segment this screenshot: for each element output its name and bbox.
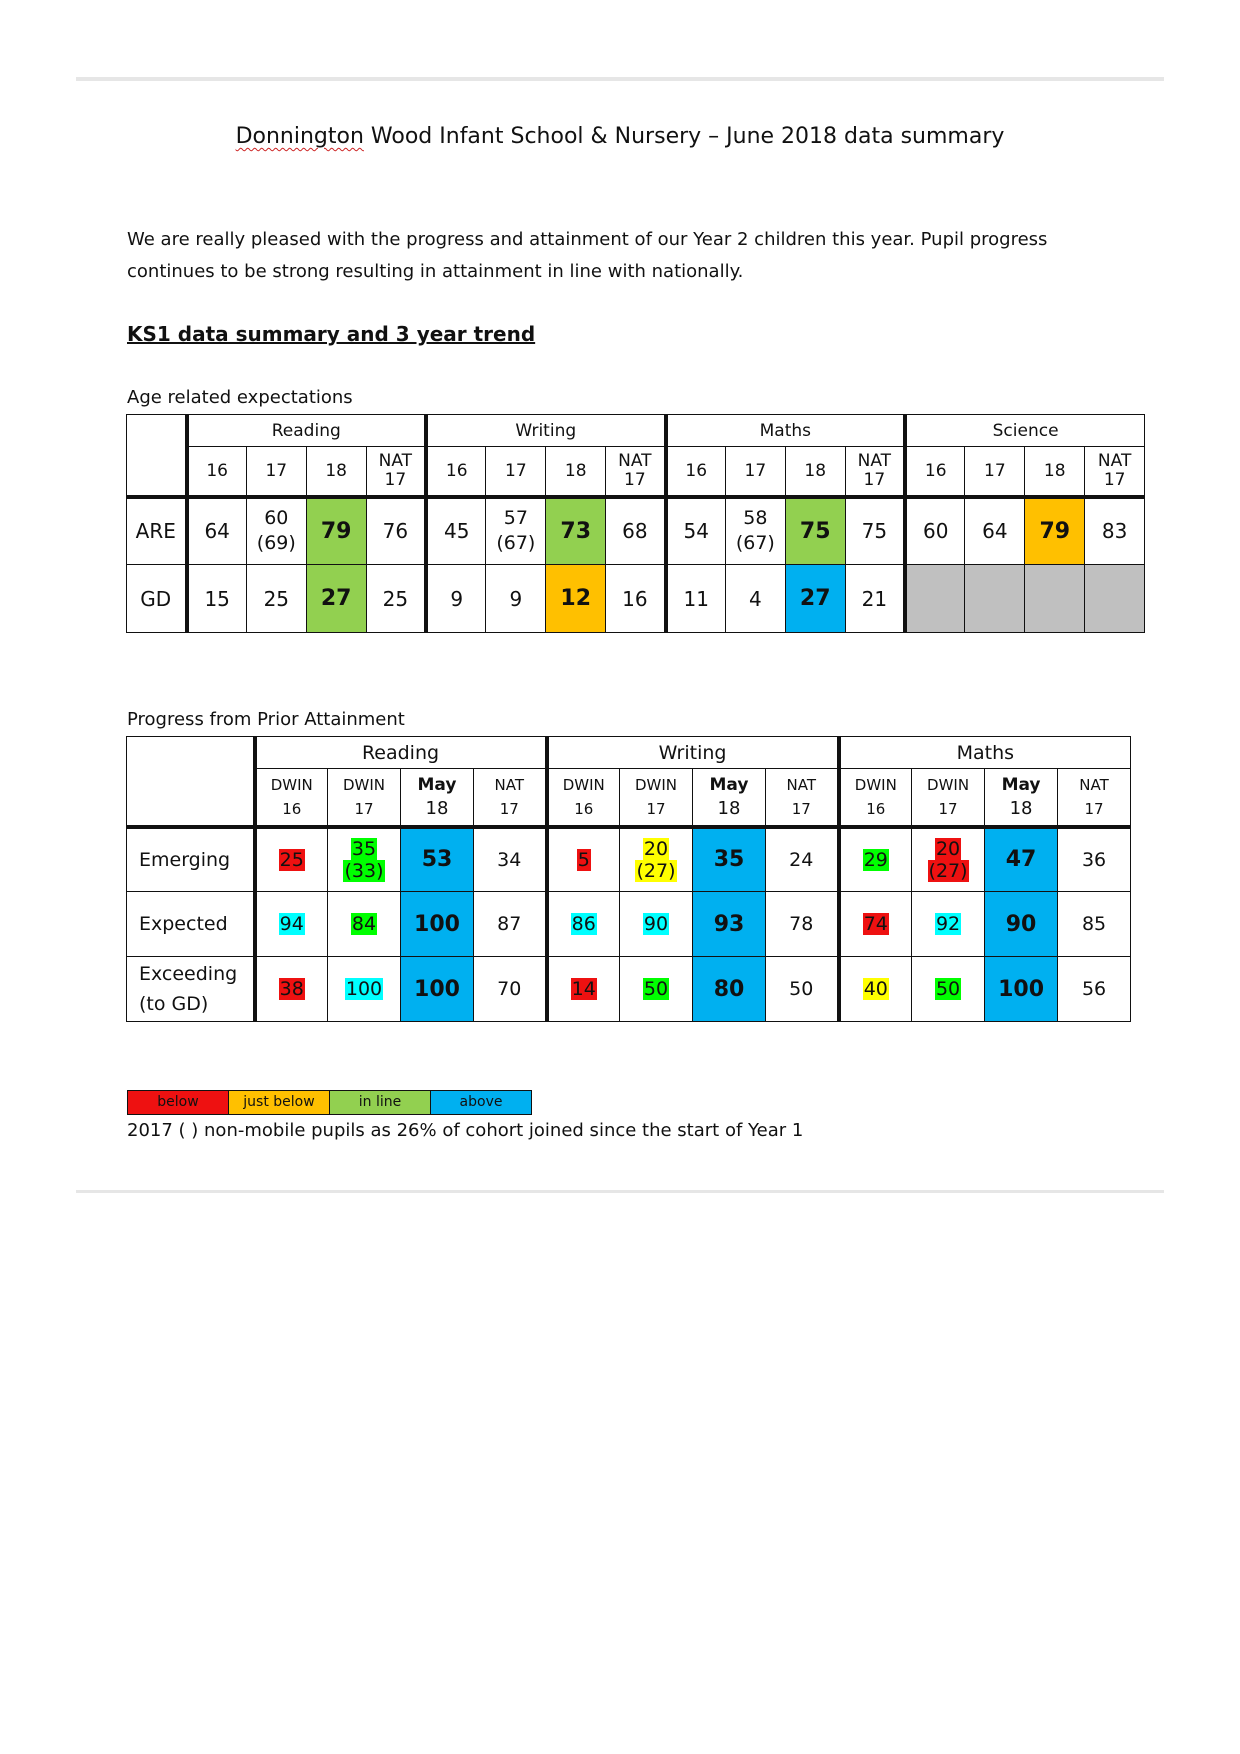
col-bottom: 16 <box>282 799 302 818</box>
footnote: 2017 ( ) non-mobile pupils as 26% of cohort joined since the start of Year 1 <box>127 1120 804 1141</box>
cell-value: 58 <box>743 507 768 530</box>
col-bottom: 17 <box>354 799 374 818</box>
table1-col-header <box>845 447 905 497</box>
chip-wrap-bracket <box>328 860 400 882</box>
table2-cell: 80 <box>693 957 766 1022</box>
table2-cell: 50 <box>766 957 839 1022</box>
table2-col-header <box>401 769 474 827</box>
table1-cell: 27 <box>785 565 845 633</box>
col-top: DWIN <box>927 775 970 794</box>
table2-cell <box>620 892 693 957</box>
legend-below: below <box>128 1091 229 1114</box>
col-bottom: 16 <box>866 799 886 818</box>
cell-value-bracket: (69) <box>256 532 296 555</box>
table1-cell: 21 <box>845 565 905 633</box>
chip-wrap-bracket <box>620 860 692 882</box>
legend-in-line: in line <box>330 1091 431 1114</box>
table2-cell <box>328 957 401 1022</box>
table1-col-header: 16 <box>426 447 486 497</box>
chip-wrap <box>841 978 912 1000</box>
table1-group-reading: Reading <box>187 415 427 447</box>
chip-wrap <box>328 978 400 1000</box>
value-chip: 100 <box>345 978 383 1000</box>
chip-wrap <box>549 913 620 935</box>
nat-label: NAT <box>618 450 652 471</box>
nat-label: NAT <box>1097 450 1132 471</box>
value-chip: 29 <box>863 848 888 871</box>
table2-cell: 90 <box>985 892 1058 957</box>
table1-col-header: 18 <box>1025 447 1085 497</box>
value-chip: 40 <box>863 978 888 1000</box>
table1-cell: 64 <box>187 497 247 565</box>
table2-cell <box>839 957 912 1022</box>
table1-cell: 15 <box>187 565 247 633</box>
table2-corner <box>127 737 255 827</box>
table1-cell: 4 <box>725 565 785 633</box>
table1-cell: 83 <box>1085 497 1145 565</box>
value-chip: 50 <box>935 978 961 1000</box>
intro-line-2: continues to be strong resulting in attainment in line with nationally. <box>127 261 744 282</box>
table2-cell <box>547 827 620 892</box>
table2-col-header <box>474 769 547 827</box>
top-divider <box>76 77 1164 81</box>
value-chip-bracket: (33) <box>344 859 384 882</box>
col-top: DWIN <box>634 775 678 794</box>
table2-cell <box>547 892 620 957</box>
table2-col-header <box>547 769 620 827</box>
table1-cell: 11 <box>666 565 726 633</box>
table2-cell <box>620 827 693 892</box>
value-chip: 50 <box>643 978 669 1000</box>
table1-cell <box>1085 565 1145 633</box>
table1-cell: 75 <box>785 497 845 565</box>
col-top: NAT <box>786 775 817 794</box>
table1-col-row <box>127 447 1145 497</box>
col-top: NAT <box>494 775 524 794</box>
col-bottom: 17 <box>499 799 519 818</box>
progress-table <box>126 736 1131 1022</box>
table2-cell <box>255 957 328 1022</box>
table2-cell: 87 <box>474 892 547 957</box>
table1-cell <box>905 565 965 633</box>
table2-cell: 47 <box>985 827 1058 892</box>
table1-cell: 27 <box>306 565 366 633</box>
nat-label: NAT <box>857 450 892 471</box>
row-label-line1: Exceeding <box>139 963 238 985</box>
col-top: DWIN <box>562 775 605 794</box>
chip-wrap <box>912 913 984 935</box>
col-top: DWIN <box>854 775 897 794</box>
table2-col-header <box>912 769 985 827</box>
row-label: GD <box>127 565 187 633</box>
chip-wrap <box>620 913 692 935</box>
value-chip-bracket: (27) <box>636 859 676 882</box>
table1-cell: 45 <box>426 497 486 565</box>
table2-row-exceeding <box>127 957 1131 1022</box>
table1-col-header: 16 <box>666 447 726 497</box>
table1-cell <box>965 565 1025 633</box>
row-label: ARE <box>127 497 187 565</box>
table1-row-are <box>127 497 1145 565</box>
table1-group-maths: Maths <box>666 415 906 447</box>
intro-line-1: We are really pleased with the progress and attainment of our Year 2 children this year. Pupil progress <box>127 229 1048 250</box>
col-top: May <box>417 774 457 795</box>
table1-cell: 68 <box>606 497 666 565</box>
table2-cell: 56 <box>1058 957 1131 1022</box>
table2-cell <box>255 827 328 892</box>
table1-group-writing: Writing <box>426 415 666 447</box>
table1-cell <box>1025 565 1085 633</box>
table1-cell: 9 <box>426 565 486 633</box>
table1-cell: 76 <box>366 497 426 565</box>
table1-cell: 9 <box>486 565 546 633</box>
are-table <box>126 414 1145 633</box>
table2-cell: 34 <box>474 827 547 892</box>
table1-col-header: 17 <box>486 447 546 497</box>
table2-group-maths: Maths <box>839 737 1131 769</box>
table1-cell: 64 <box>965 497 1025 565</box>
table2-row-emerging <box>127 827 1131 892</box>
table2-cell <box>912 957 985 1022</box>
table2-cell: 70 <box>474 957 547 1022</box>
table2-cell <box>620 957 693 1022</box>
table1-col-header: 17 <box>246 447 306 497</box>
table2-cell <box>912 827 985 892</box>
table2-group-row <box>127 737 1131 769</box>
value-chip: 20 <box>643 837 669 860</box>
chip-wrap <box>841 849 912 871</box>
col-top: NAT <box>1079 775 1109 794</box>
chip-wrap <box>912 838 984 860</box>
value-chip: 20 <box>935 837 961 860</box>
value-chip: 86 <box>571 913 596 935</box>
row-label: Expected <box>127 892 255 957</box>
table2-col-header <box>328 769 401 827</box>
value-chip: 5 <box>577 848 590 871</box>
cell-value: 57 <box>503 507 528 530</box>
table1-cell: 73 <box>546 497 606 565</box>
col-bottom: 17 <box>938 799 958 818</box>
table2-cell: 36 <box>1058 827 1131 892</box>
table1-cell: 25 <box>366 565 426 633</box>
nat-year: 17 <box>384 469 407 490</box>
chip-wrap <box>257 978 328 1000</box>
col-bottom: 17 <box>1084 799 1104 818</box>
col-top: DWIN <box>270 775 313 794</box>
title-rest: Wood Infant School & Nursery – June 2018 data summary <box>363 124 1005 149</box>
intro-paragraph <box>127 224 1127 288</box>
chip-wrap <box>257 913 328 935</box>
table2-col-header <box>693 769 766 827</box>
col-top: May <box>1001 774 1041 795</box>
col-top: May <box>709 774 749 795</box>
table1-col-header: 17 <box>725 447 785 497</box>
chip-wrap <box>549 978 620 1000</box>
col-bottom: 18 <box>425 797 449 819</box>
value-chip-bracket: (27) <box>928 859 968 882</box>
table1-cell: 16 <box>606 565 666 633</box>
table1-caption: Age related expectations <box>127 387 353 408</box>
table2-cell <box>839 827 912 892</box>
value-chip: 35 <box>351 837 377 860</box>
table1-col-header: 17 <box>965 447 1025 497</box>
table2-cell: 100 <box>401 892 474 957</box>
table2-group-reading: Reading <box>255 737 547 769</box>
table2-cell: 93 <box>693 892 766 957</box>
chip-wrap <box>328 838 400 860</box>
table2-caption: Progress from Prior Attainment <box>127 709 405 730</box>
table2-cell: 53 <box>401 827 474 892</box>
legend-above: above <box>431 1091 531 1114</box>
table2-cell <box>547 957 620 1022</box>
table1-col-header: 16 <box>187 447 247 497</box>
chip-wrap <box>841 913 912 935</box>
table1-cell: 79 <box>306 497 366 565</box>
table2-cell: 35 <box>693 827 766 892</box>
table1-cell: 25 <box>246 565 306 633</box>
table1-cell: 75 <box>845 497 905 565</box>
table1-cell: 79 <box>1025 497 1085 565</box>
table2-row-expected <box>127 892 1131 957</box>
chip-wrap <box>912 978 984 1000</box>
chip-wrap <box>620 838 692 860</box>
table2-cell <box>328 827 401 892</box>
table1-col-header <box>606 447 666 497</box>
col-bottom: 17 <box>791 799 811 818</box>
col-bottom: 17 <box>646 799 666 818</box>
table1-cell <box>725 497 785 565</box>
table1-col-header: 18 <box>306 447 366 497</box>
table2-cell: 24 <box>766 827 839 892</box>
table1-corner <box>127 415 187 497</box>
value-chip: 84 <box>351 913 377 935</box>
table1-col-header: 18 <box>546 447 606 497</box>
table2-cell <box>255 892 328 957</box>
table2-col-header <box>1058 769 1131 827</box>
page-title <box>0 124 1240 149</box>
colour-legend <box>127 1090 532 1115</box>
legend-just-below: just below <box>229 1091 330 1114</box>
table1-row-gd <box>127 565 1145 633</box>
nat-year: 17 <box>863 469 886 490</box>
col-top: DWIN <box>342 775 386 794</box>
table1-col-header: 18 <box>785 447 845 497</box>
value-chip: 38 <box>279 978 304 1000</box>
table1-cell <box>246 497 306 565</box>
table2-cell <box>912 892 985 957</box>
value-chip: 94 <box>279 913 304 935</box>
nat-year: 17 <box>1103 469 1126 490</box>
cell-value-bracket: (67) <box>735 532 775 555</box>
col-bottom: 18 <box>1009 797 1033 819</box>
table1-cell: 12 <box>546 565 606 633</box>
bottom-divider <box>76 1190 1164 1193</box>
cell-value: 60 <box>264 507 289 530</box>
table2-cell <box>328 892 401 957</box>
table2-group-writing: Writing <box>547 737 839 769</box>
row-label: Emerging <box>127 827 255 892</box>
chip-wrap-bracket <box>912 860 984 882</box>
table1-cell <box>486 497 546 565</box>
value-chip: 90 <box>643 913 669 935</box>
chip-wrap <box>328 913 400 935</box>
cell-value-bracket: (67) <box>496 532 536 555</box>
value-chip: 25 <box>279 848 304 871</box>
table1-col-header: 16 <box>905 447 965 497</box>
nat-label: NAT <box>378 450 413 471</box>
value-chip: 74 <box>863 913 888 935</box>
section-heading: KS1 data summary and 3 year trend <box>127 322 536 346</box>
title-school-name: Donnington <box>235 124 364 149</box>
table2-col-header <box>839 769 912 827</box>
row-label-line2: (to GD) <box>139 993 209 1015</box>
chip-wrap <box>257 849 328 871</box>
table1-cell: 60 <box>905 497 965 565</box>
table2-cell <box>839 892 912 957</box>
nat-year: 17 <box>624 469 646 490</box>
table1-col-header <box>366 447 426 497</box>
table1-group-row <box>127 415 1145 447</box>
table2-cell: 78 <box>766 892 839 957</box>
value-chip: 14 <box>571 978 596 1000</box>
table2-col-header <box>766 769 839 827</box>
table1-col-header <box>1085 447 1145 497</box>
table2-col-header <box>255 769 328 827</box>
value-chip: 92 <box>935 913 961 935</box>
table2-col-header <box>620 769 693 827</box>
chip-wrap <box>620 978 692 1000</box>
table1-group-science: Science <box>905 415 1145 447</box>
table2-col-header <box>985 769 1058 827</box>
table1-cell: 54 <box>666 497 726 565</box>
table2-cell: 85 <box>1058 892 1131 957</box>
table2-col-row <box>127 769 1131 827</box>
table2-cell: 100 <box>401 957 474 1022</box>
table2-cell: 100 <box>985 957 1058 1022</box>
col-bottom: 18 <box>717 797 741 819</box>
row-label <box>127 957 255 1022</box>
chip-wrap <box>549 849 620 871</box>
col-bottom: 16 <box>574 799 594 818</box>
